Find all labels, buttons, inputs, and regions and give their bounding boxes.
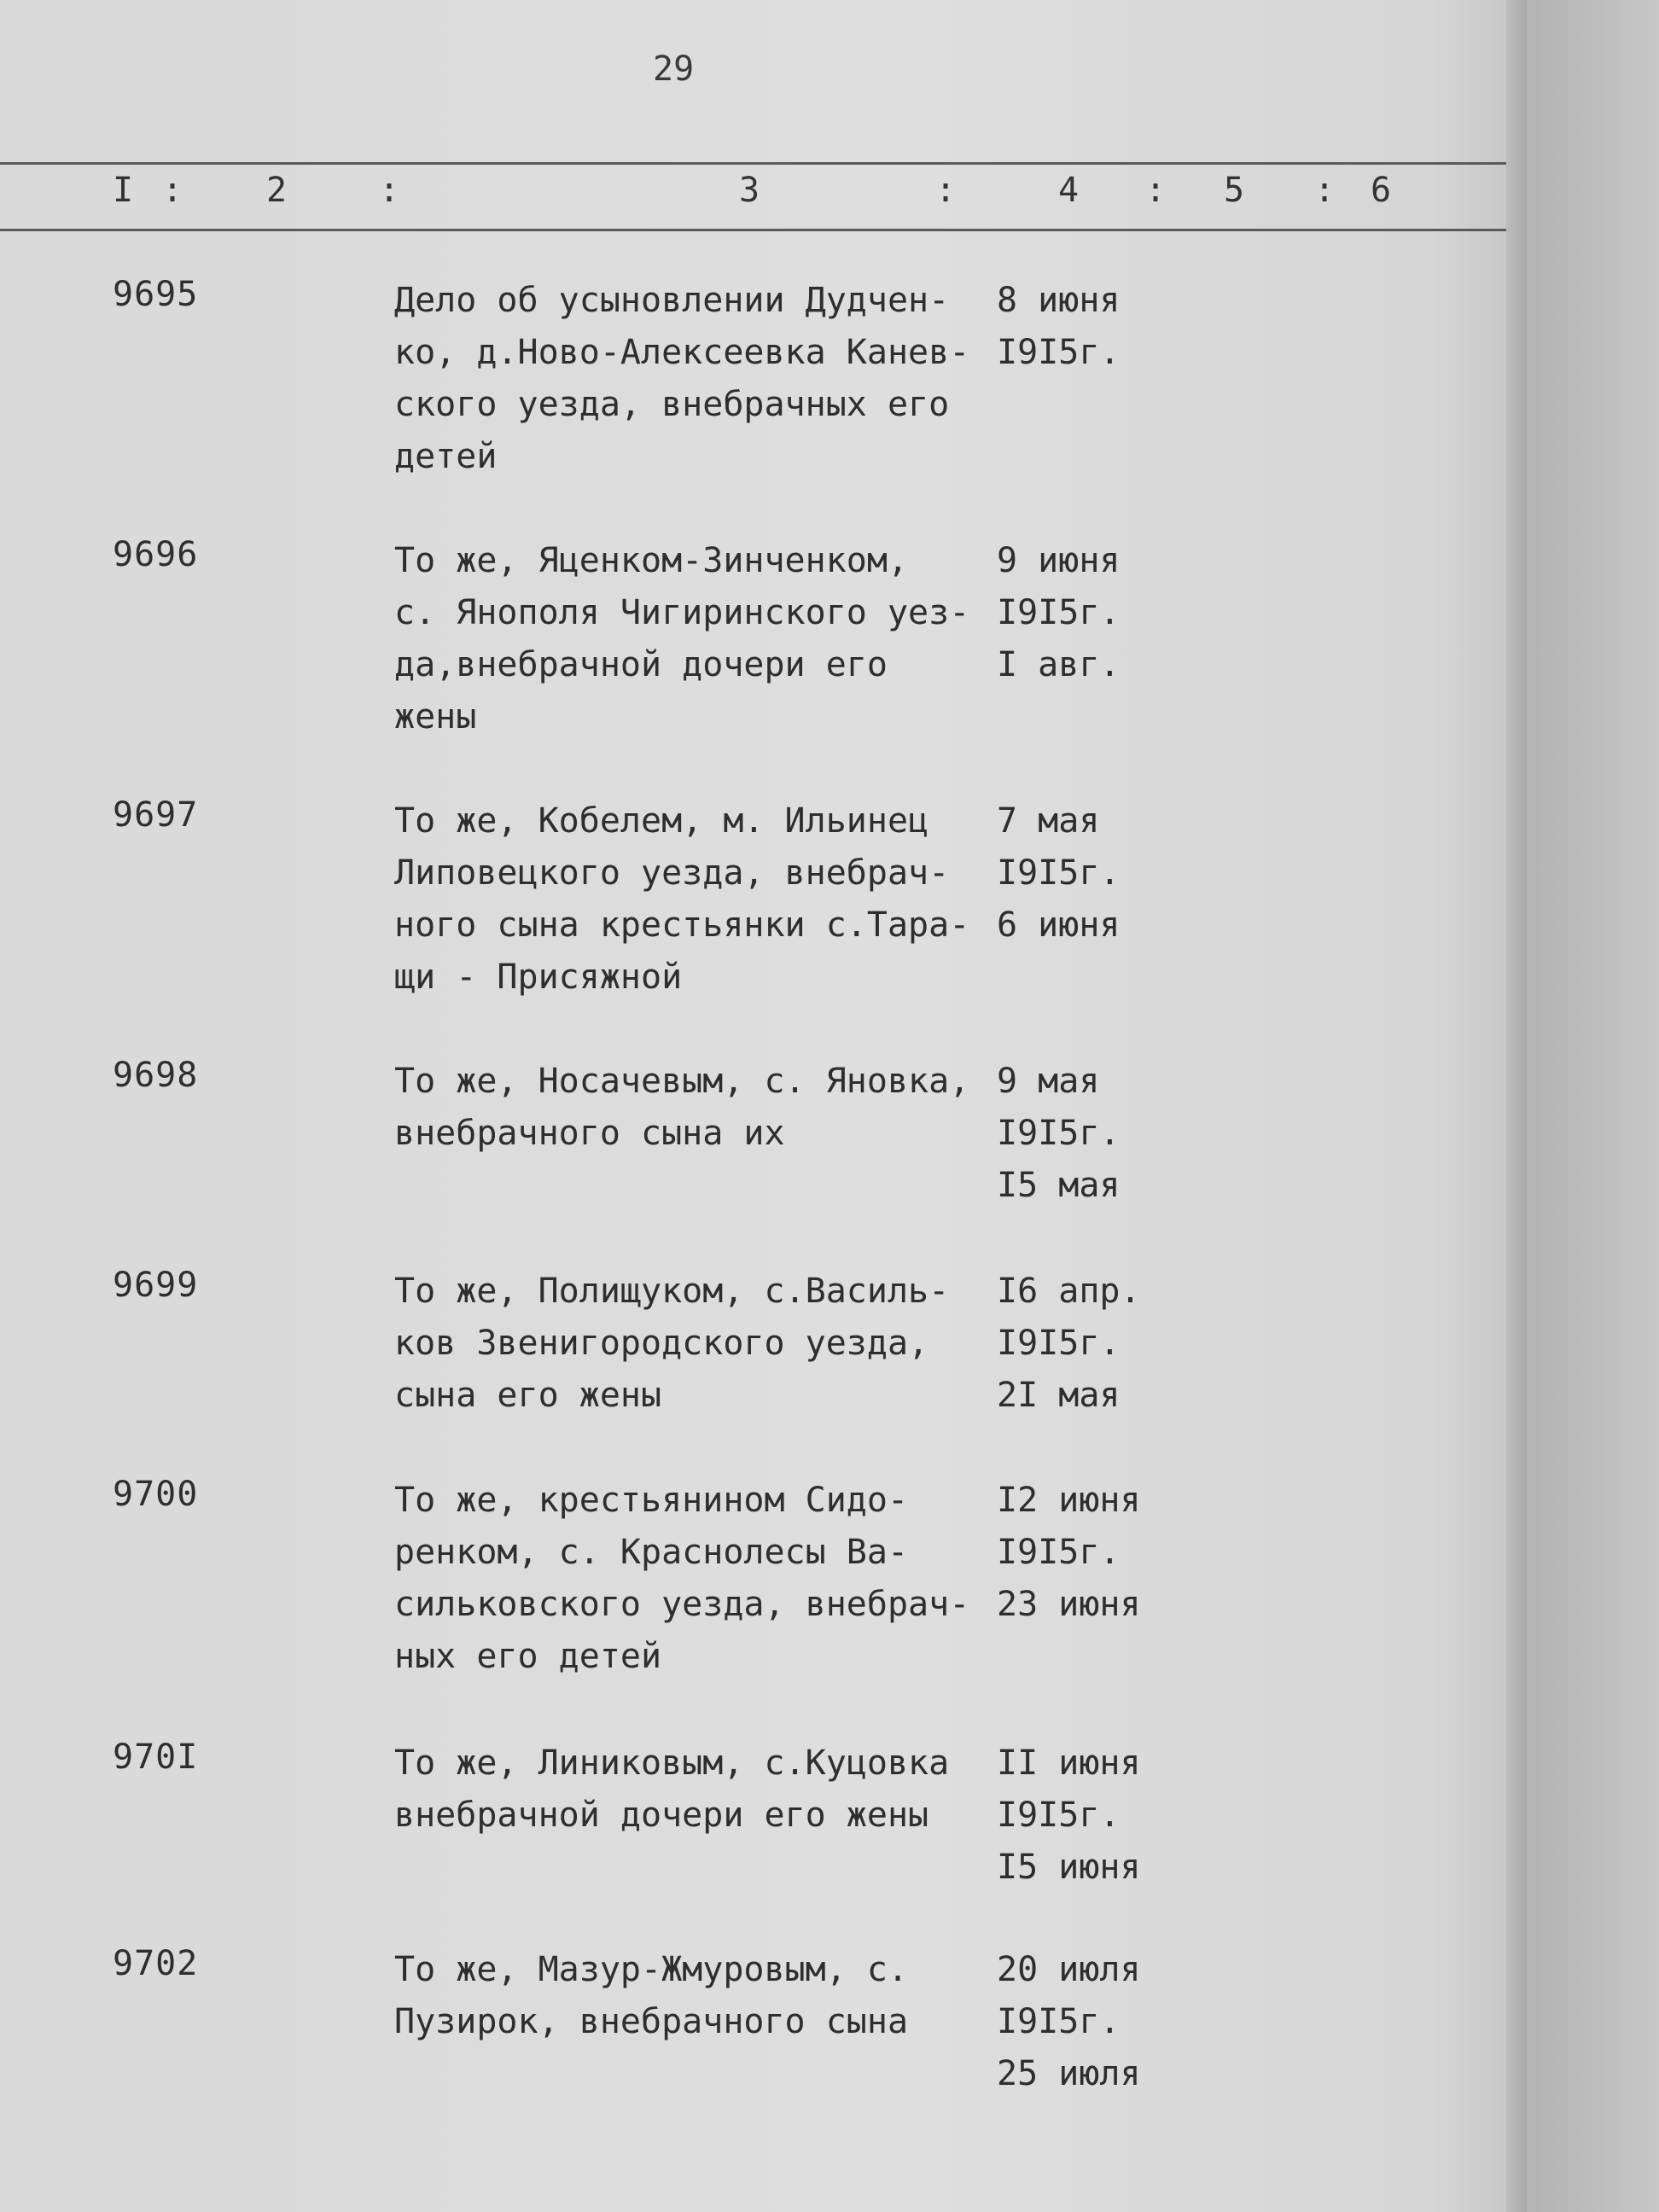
entry-date-line: I9I5г. xyxy=(997,1324,1121,1363)
entry-description-line: ко, д.Ново-Алексеевка Канев- xyxy=(394,333,970,372)
entry-date-line: I5 июня xyxy=(997,1848,1141,1887)
entry-date-line: 20 июля xyxy=(997,1950,1141,1989)
entry-description-line: с. Янополя Чигиринского уез- xyxy=(394,593,970,632)
entry-number: 9695 xyxy=(113,275,199,314)
column-header-2: 2 xyxy=(266,171,288,210)
entry-description-line: ных его детей xyxy=(394,1637,662,1676)
column-header-6: 6 xyxy=(1371,171,1392,210)
column-header-I: I xyxy=(113,171,134,210)
entry-date-line: II июня xyxy=(997,1743,1141,1783)
entry-date-line: 2I мая xyxy=(997,1376,1121,1415)
entry-description-line: щи - Присяжной xyxy=(394,958,683,997)
entry-description-line: Дело об усыновлении Дудчен- xyxy=(394,281,950,320)
entry-date-line: I авг. xyxy=(997,645,1121,684)
entry-description xyxy=(394,535,1009,743)
entry-date-line: I9I5г. xyxy=(997,593,1121,632)
entry-description-line: внебрачного сына их xyxy=(394,1114,785,1153)
entry-date-line: I2 июня xyxy=(997,1481,1141,1520)
column-header-5: 5 xyxy=(1224,171,1245,210)
header-rule-top xyxy=(0,162,1506,165)
entry-description-line: ренком, с. Краснолесы Ва- xyxy=(394,1533,909,1572)
entry-number: 9698 xyxy=(113,1056,199,1095)
entry-description-line: ного сына крестьянки с.Тара- xyxy=(394,905,970,945)
entry-date-line: I9I5г. xyxy=(997,1796,1121,1835)
entry-number: 9699 xyxy=(113,1266,199,1305)
entry-description-line: сильковского уезда, внебрач- xyxy=(394,1585,970,1624)
entry-date-line: 7 мая xyxy=(997,801,1100,841)
entry-date-line: I9I5г. xyxy=(997,853,1121,893)
entry-number: 970I xyxy=(113,1738,199,1777)
entry-description-line: То же, Кобелем, м. Ильинец xyxy=(394,801,929,841)
entry-description-line: ков Звенигородского уезда, xyxy=(394,1324,929,1363)
entry-description-line: да,внебрачной дочери его xyxy=(394,645,888,684)
entry-description-line: детей xyxy=(394,437,498,476)
entry-description xyxy=(394,1738,1009,1842)
entry-dates xyxy=(997,535,1202,691)
entry-description xyxy=(394,1056,1009,1160)
entry-description-line: То же, Носачевым, с. Яновка, xyxy=(394,1062,970,1101)
entry-description-line: Пузирок, внебрачного сына xyxy=(394,2002,909,2041)
entry-date-line: I9I5г. xyxy=(997,1114,1121,1153)
entry-dates xyxy=(997,1266,1202,1422)
entry-description-line: То же, Линиковым, с.Куцовка xyxy=(394,1743,950,1783)
entry-number: 9702 xyxy=(113,1944,199,1983)
entry-date-line: 6 июня xyxy=(997,905,1121,945)
entry-date-line: I9I5г. xyxy=(997,2002,1121,2041)
column-separator: : xyxy=(162,171,183,210)
entry-description-line: То же, Яценком-Зинченком, xyxy=(394,541,909,580)
entry-description-line: ского уезда, внебрачных его xyxy=(394,385,950,424)
entry-dates xyxy=(997,1056,1202,1212)
entry-date-line: I6 апр. xyxy=(997,1272,1141,1311)
entry-number: 9700 xyxy=(113,1475,199,1514)
entry-date-line: I9I5г. xyxy=(997,333,1121,372)
header-rule-bottom xyxy=(0,229,1506,231)
entry-description xyxy=(394,1475,1009,1683)
page-edge xyxy=(1506,0,1527,2212)
entry-description-line: сына его жены xyxy=(394,1376,662,1415)
entry-description xyxy=(394,1944,1009,2048)
entry-date-line: 23 июня xyxy=(997,1585,1141,1624)
background-surface xyxy=(1527,0,1659,2212)
column-header-3: 3 xyxy=(739,171,760,210)
column-separator: : xyxy=(935,171,957,210)
entry-description-line: Липовецкого уезда, внебрач- xyxy=(394,853,950,893)
entry-description-line: внебрачной дочери его жены xyxy=(394,1796,929,1835)
column-separator: : xyxy=(1314,171,1336,210)
entry-description xyxy=(394,795,1009,1004)
entry-dates xyxy=(997,1944,1202,2100)
entry-date-line: 9 июня xyxy=(997,541,1121,580)
entry-description-line: жены xyxy=(394,697,477,736)
entry-date-line: 8 июня xyxy=(997,281,1121,320)
entry-description xyxy=(394,1266,1009,1422)
entry-date-line: I9I5г. xyxy=(997,1533,1121,1572)
entry-dates xyxy=(997,795,1202,952)
entry-number: 9696 xyxy=(113,535,199,574)
entry-dates xyxy=(997,1475,1202,1631)
entry-date-line: 9 мая xyxy=(997,1062,1100,1101)
entry-description-line: То же, крестьянином Сидо- xyxy=(394,1481,909,1520)
entry-description xyxy=(394,275,1009,483)
column-header-4: 4 xyxy=(1058,171,1080,210)
entry-dates xyxy=(997,275,1202,379)
column-separator: : xyxy=(379,171,400,210)
entry-dates xyxy=(997,1738,1202,1894)
page-number: 29 xyxy=(653,49,695,89)
entry-date-line: 25 июля xyxy=(997,2054,1141,2093)
column-separator: : xyxy=(1145,171,1167,210)
entry-description-line: То же, Полищуком, с.Василь- xyxy=(394,1272,950,1311)
entry-description-line: То же, Мазур-Жмуровым, с. xyxy=(394,1950,909,1989)
entry-date-line: I5 мая xyxy=(997,1166,1121,1205)
entry-number: 9697 xyxy=(113,795,199,835)
